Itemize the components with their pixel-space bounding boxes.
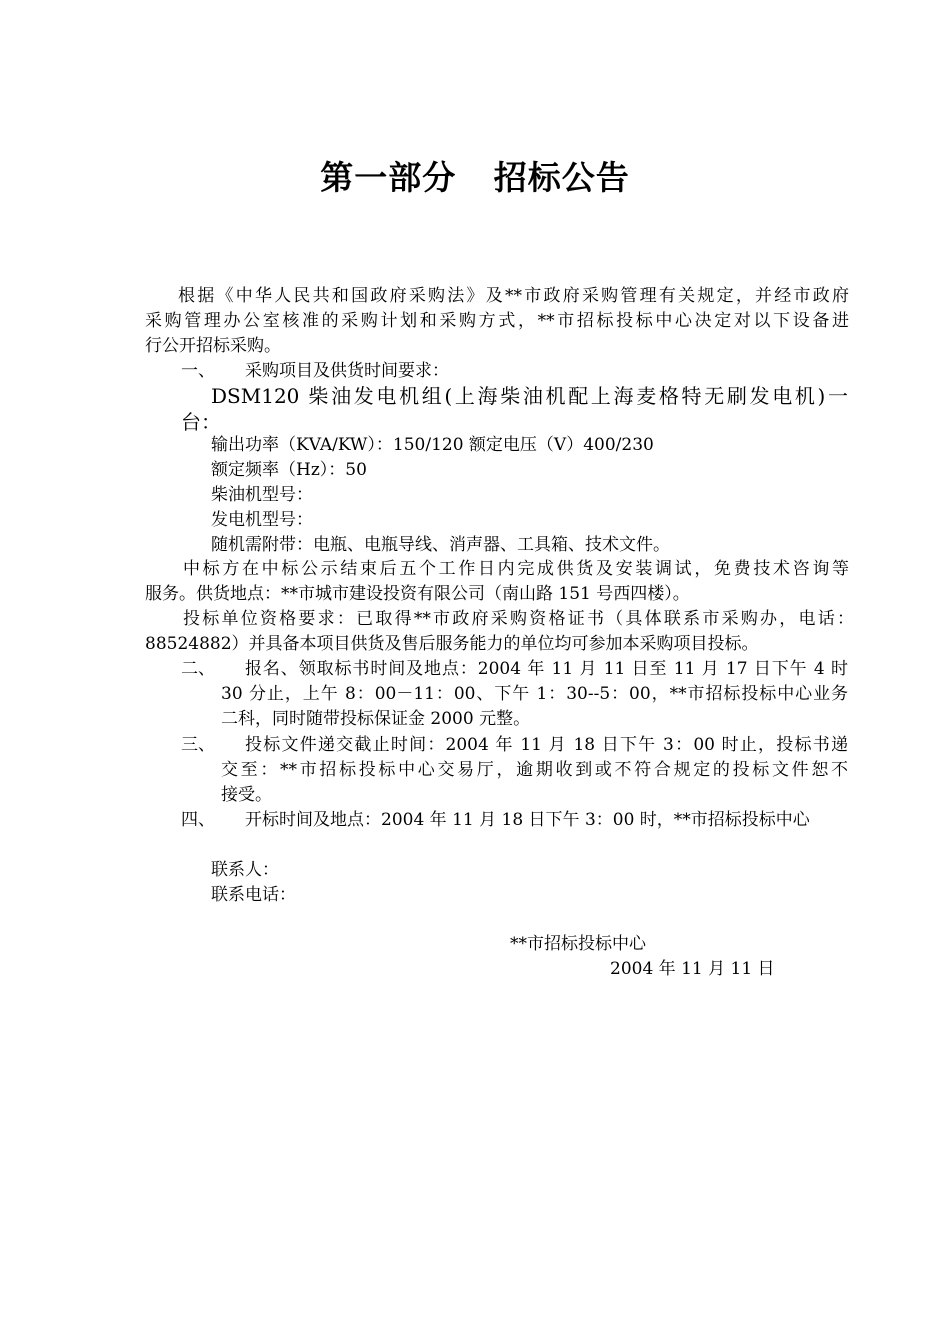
section-3-number: 三、 bbox=[181, 735, 215, 755]
contact-person: 联系人： bbox=[211, 860, 279, 880]
spec-generator-model: 发电机型号： bbox=[211, 510, 313, 530]
spec-frequency: 额定频率（Hz）：50 bbox=[211, 460, 367, 480]
supply-line-2: 服务。供货地点：**市城市建设投资有限公司（南山路 151 号西四楼）。 bbox=[145, 584, 690, 604]
section-2-number: 二、 bbox=[181, 659, 215, 679]
section-4-number: 四、 bbox=[181, 810, 215, 830]
section-2-line-1: 报名、领取标书时间及地点：2004 年 11 月 11 日至 11 月 17 日下午 4 时 bbox=[245, 659, 848, 679]
section-2-line-2: 30 分止，上午 8：00－11：00、下午 1：30--5：00，**市招标投标中心业务 bbox=[221, 684, 848, 704]
section-1-number: 一、 bbox=[181, 361, 215, 381]
intro-line-3: 行公开招标采购。 bbox=[145, 336, 281, 356]
section-3-line-2: 交至：**市招标投标中心交易厅，逾期收到或不符合规定的投标文件恕不 bbox=[221, 760, 848, 780]
equipment-line-2: 台： bbox=[181, 410, 221, 434]
signature-organization: **市招标投标中心 bbox=[510, 934, 646, 954]
section-2-line-3: 二科，同时随带投标保证金 2000 元整。 bbox=[221, 709, 531, 729]
signature-date: 2004 年 11 月 11 日 bbox=[610, 959, 775, 979]
section-3-line-3: 接受。 bbox=[221, 785, 272, 805]
contact-phone: 联系电话： bbox=[211, 885, 296, 905]
section-3-line-1: 投标文件递交截止时间：2004 年 11 月 18 日下午 3：00 时止，投标书递 bbox=[245, 735, 848, 755]
spec-diesel-model: 柴油机型号： bbox=[211, 485, 313, 505]
intro-line-2: 采购管理办公室核准的采购计划和采购方式，**市招标投标中心决定对以下设备进 bbox=[145, 311, 849, 331]
section-1-heading: 采购项目及供货时间要求： bbox=[245, 361, 449, 381]
section-4-line-1: 开标时间及地点：2004 年 11 月 18 日下午 3：00 时，**市招标投标中心 bbox=[245, 810, 810, 830]
page-title: 第一部分 招标公告 bbox=[320, 158, 630, 197]
supply-line-1: 中标方在中标公示结束后五个工作日内完成供货及安装调试，免费技术咨询等 bbox=[183, 559, 849, 579]
equipment-line-1: DSM120 柴油发电机组(上海柴油机配上海麦格特无刷发电机)一 bbox=[211, 384, 848, 408]
spec-output-power: 输出功率（KVA/KW）：150/120 额定电压（V）400/230 bbox=[211, 435, 654, 455]
intro-line-1: 根据《中华人民共和国政府采购法》及**市政府采购管理有关规定，并经市政府 bbox=[178, 286, 849, 306]
qualification-line-2: 88524882）并具备本项目供货及售后服务能力的单位均可参加本采购项目投标。 bbox=[145, 634, 759, 654]
spec-accessories: 随机需附带：电瓶、电瓶导线、消声器、工具箱、技术文件。 bbox=[211, 535, 670, 555]
qualification-line-1: 投标单位资格要求：已取得**市政府采购资格证书（具体联系市采购办，电话： bbox=[183, 609, 854, 629]
